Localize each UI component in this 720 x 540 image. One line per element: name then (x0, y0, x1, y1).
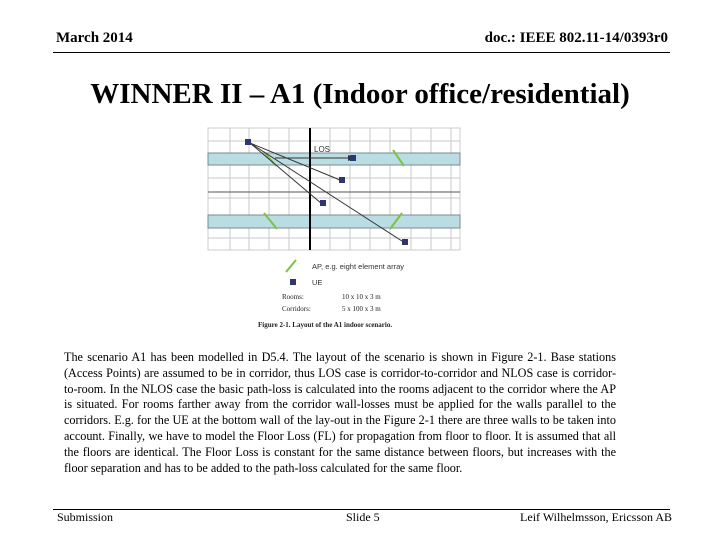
ue-marker (339, 177, 345, 183)
legend-ap-label: AP, e.g. eight element array (312, 262, 404, 271)
legend-ap-icon (286, 260, 296, 272)
ap-source-marker (245, 139, 251, 145)
rooms-value: 10 x 10 x 3 m (342, 293, 381, 301)
corridor-top (208, 153, 460, 165)
footer-submission: Submission (57, 510, 114, 524)
legend-ue-icon (290, 279, 296, 285)
legend-ue-label: UE (312, 278, 323, 287)
slide-title: WINNER II – A1 (Indoor office/residential) (90, 78, 630, 110)
los-label: LOS (314, 145, 331, 154)
header-date: March 2014 (56, 30, 133, 46)
footer-author: Leif Wilhelmsson, Ericsson AB (520, 510, 672, 524)
ue-marker (320, 200, 326, 206)
ue-marker (402, 239, 408, 245)
corridor-bottom (208, 215, 460, 228)
header-doc-id: doc.: IEEE 802.11-14/0393r0 (484, 30, 668, 46)
ue-marker (350, 155, 356, 161)
corridors-value: 5 x 100 x 3 m (342, 305, 381, 313)
corridors-label: Corridors: (282, 305, 311, 313)
figure-caption: Figure 2-1. Layout of the A1 indoor scenario. (258, 321, 393, 329)
building-outline (208, 128, 460, 250)
rooms-label: Rooms: (282, 293, 304, 301)
footer-slide-number: Slide 5 (346, 510, 380, 524)
body-paragraph: The scenario A1 has been modelled in D5.4. The layout of the scenario is shown in Figure 2-1. Base stations (Access Points) are assumed to be in corridor, thus LOS case is corridor-to-corridor and NLOS case is corridor-to-room. In the NLOS case the basic path-loss is calculated into the rooms adjacent to the corridor where the AP is situated. For rooms farther away from the corridor wall-losses must be applied for the walls parallel to the corridors. E.g. for the UE at the bottom wall of the lay-out in the Figure 2-1 there are three walls to be taken into account. Finally, we have to model the Floor Loss (FL) for propagation from floor to floor. It is assumed that all the floors are identical. The Floor Loss is constant for the same distance between floors, but increases with the floor separation and has to be added to the path-loss calculated for the same floor. (64, 350, 616, 475)
